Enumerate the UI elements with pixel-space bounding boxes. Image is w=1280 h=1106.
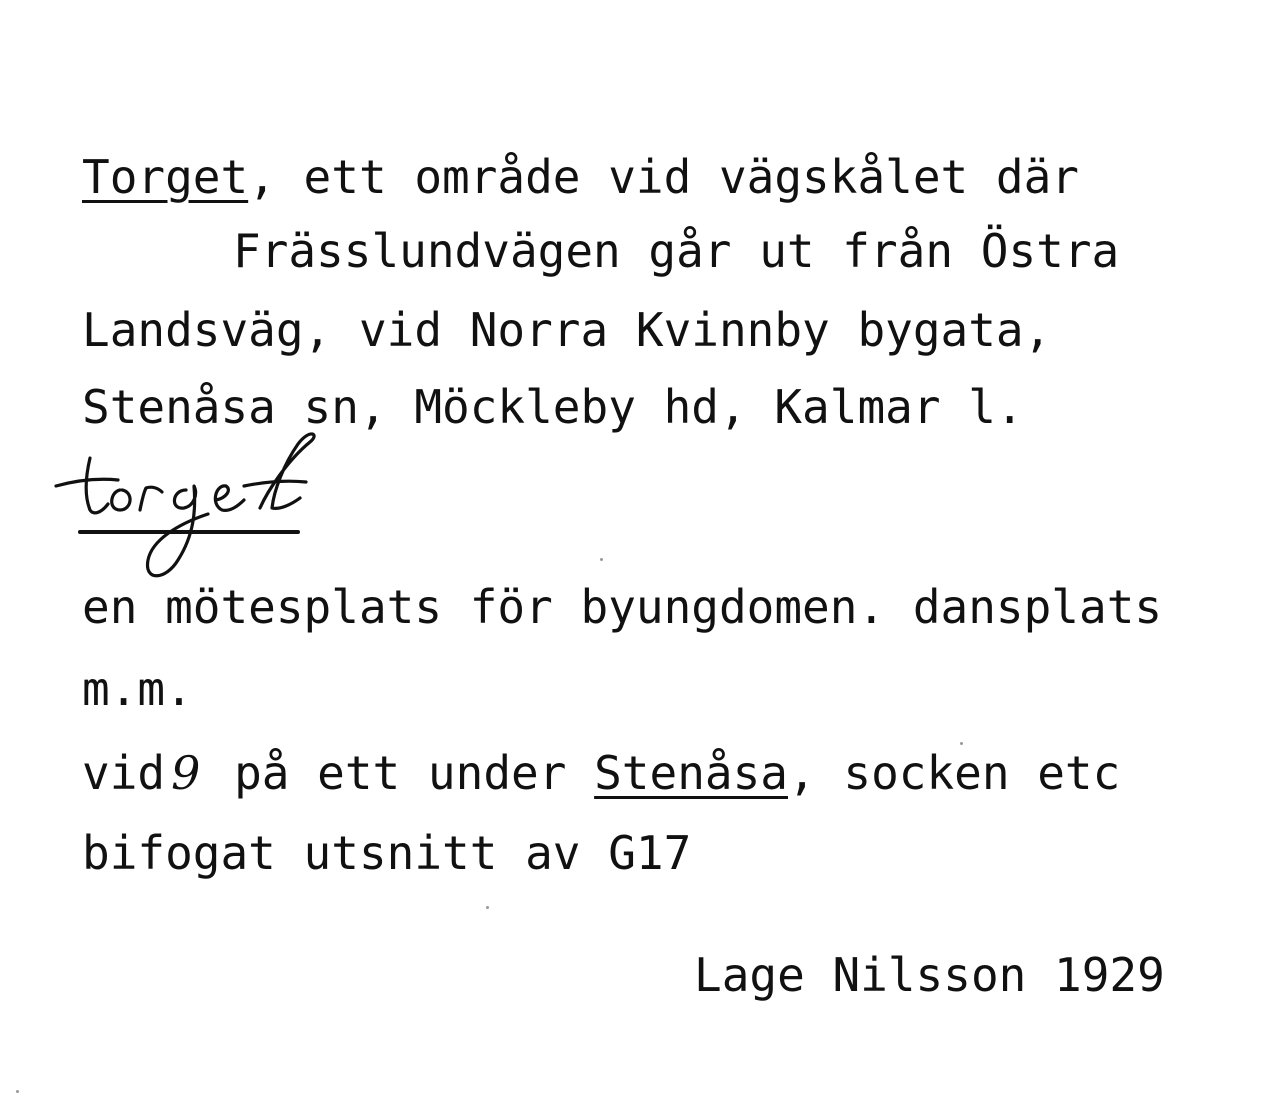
card-line-1 bbox=[82, 150, 1080, 204]
card-line-2: Frässlundvägen går ut från Östra bbox=[233, 224, 1120, 278]
handwritten-word-torget bbox=[48, 420, 318, 590]
signature-line: Lage Nilsson 1929 bbox=[694, 948, 1165, 1002]
card-line-7 bbox=[82, 746, 1121, 800]
line-7-middle: på ett under bbox=[206, 746, 595, 800]
card-line-5: en mötesplats för byungdomen. dansplats bbox=[82, 580, 1163, 634]
line-7-start: vid bbox=[82, 746, 166, 800]
scan-speck bbox=[16, 1090, 19, 1093]
card-line-3: Landsväg, vid Norra Kvinnby bygata, bbox=[82, 303, 1052, 357]
card-line-4: Stenåsa sn, Möckleby hd, Kalmar l. bbox=[82, 380, 1024, 434]
inline-handwritten-mark: 9 bbox=[171, 746, 201, 800]
card-line-8: bifogat utsnitt av G17 bbox=[82, 826, 692, 880]
card-line-6: m.m. bbox=[82, 662, 193, 716]
line-7-end: , socken etc bbox=[787, 746, 1121, 800]
line-1-rest: , ett område vid vägskålet där bbox=[248, 150, 1080, 204]
parish-name: Stenåsa bbox=[594, 746, 788, 800]
scan-speck bbox=[960, 742, 963, 745]
headword: Torget bbox=[82, 150, 249, 204]
scan-speck bbox=[600, 558, 603, 561]
scan-speck bbox=[486, 906, 489, 909]
